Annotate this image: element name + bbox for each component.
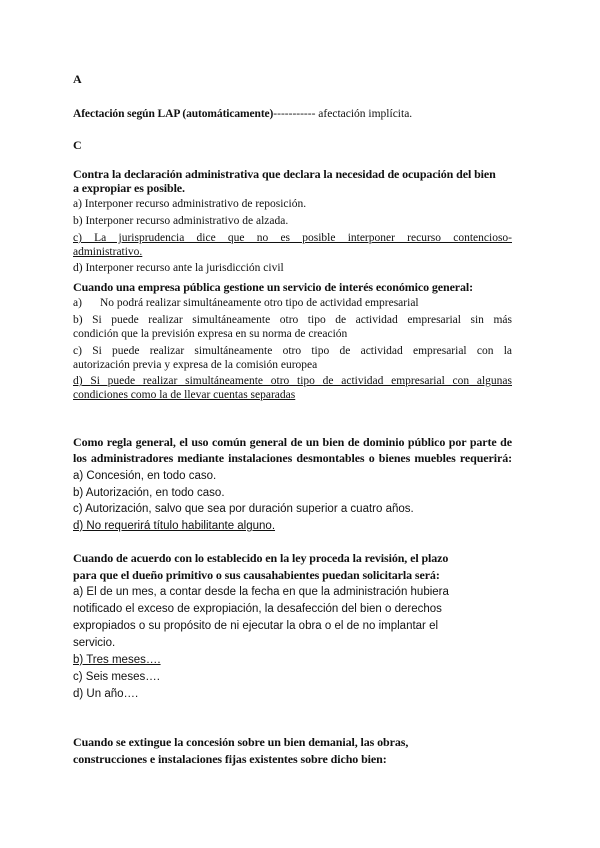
question-2-line-1: Cuando una empresa pública gestione un servicio de interés económico general: [73,280,474,294]
question-4-option-a-line-1: a) El de un mes, a contar desde la fecha en que la administración hubiera [73,586,449,598]
question-2-option-a-mark: a) [73,297,82,309]
section-heading-a: A [73,72,82,86]
question-1-option-c-line-2: administrativo. [73,246,143,258]
question-2-option-c-text: Si puede realizar simultáneamente otro tipo de actividad empresarial con la [92,345,513,357]
question-3-line-2: los administradores mediante instalaciones desmontables o bienes muebles requerirá: [73,451,512,465]
question-2-option-d-line-2: condiciones como la de llevar cuentas separadas [73,389,296,401]
question-4-option-d: d) Un año…. [73,688,139,700]
question-4-option-a-line-2: notificado el exceso de expropiación, la desafección del bien o derechos [73,603,442,615]
question-2-option-d-mark: d) [73,375,83,387]
question-2-option-b-text: Si puede realizar simultáneamente otro tipo de actividad empresarial sin más [92,314,512,326]
question-4-option-a-line-3: expropiados o su propósito de ni ejecutar la obra o el de no implantar el [73,620,439,632]
question-3-option-a: a) Concesión, en todo caso. [73,470,217,482]
question-afectacion-answer: ----------- afectación implícita. [273,108,413,120]
question-4-option-a-line-4: servicio. [73,637,116,649]
question-afectacion [73,106,412,122]
question-2-option-b-mark: b) [73,314,83,326]
question-5-line-2: construcciones e instalaciones fijas existentes sobre dicho bien: [73,752,387,766]
question-1-line-1: Contra la declaración administrativa que declara la necesidad de ocupación del bien [73,167,496,181]
question-1-option-c-line-1: c) La jurisprudencia dice que no es posible interponer recurso contencioso- [73,232,512,244]
question-4-line-2: para que el dueño primitivo o sus causahabientes puedan solicitarla será: [73,568,440,582]
question-1-option-b: b) Interponer recurso administrativo de alzada. [73,215,289,227]
question-5-line-1: Cuando se extingue la concesión sobre un bien demanial, las obras, [73,735,409,749]
question-3-line-1: Como regla general, el uso común general de un bien de dominio público por parte de [73,435,512,449]
question-3-option-c: c) Autorización, salvo que sea por duración superior a cuatro años. [73,503,414,515]
question-3-option-d: d) No requerirá título habilitante alguno. [73,520,276,532]
section-heading-c: C [73,138,82,152]
question-2-option-d-text: Si puede realizar simultáneamente otro tipo de actividad empresarial con algunas [90,375,512,387]
question-4-option-c: c) Seis meses…. [73,671,160,683]
question-2-option-c-line-2: autorización previa y expresa de la comisión europea [73,359,318,371]
question-3-option-b: b) Autorización, en todo caso. [73,487,225,499]
question-2-option-a-text: No podrá realizar simultáneamente otro tipo de actividad empresarial [99,297,419,309]
question-1-option-a: a) Interponer recurso administrativo de reposición. [73,198,307,210]
question-4-line-1: Cuando de acuerdo con lo establecido en la ley proceda la revisión, el plazo [73,551,449,565]
question-1-option-d: d) Interponer recurso ante la jurisdicción civil [73,262,284,274]
question-2-option-c-mark: c) [73,345,82,357]
question-2-option-a [73,295,419,311]
question-afectacion-bold: Afectación según LAP (automáticamente) [73,108,274,120]
question-4-option-b: b) Tres meses…. [73,654,161,666]
question-1-line-2: a expropiar es posible. [73,181,185,195]
question-2-option-b-line-2: condición que la previsión expresa en su norma de creación [73,328,348,340]
